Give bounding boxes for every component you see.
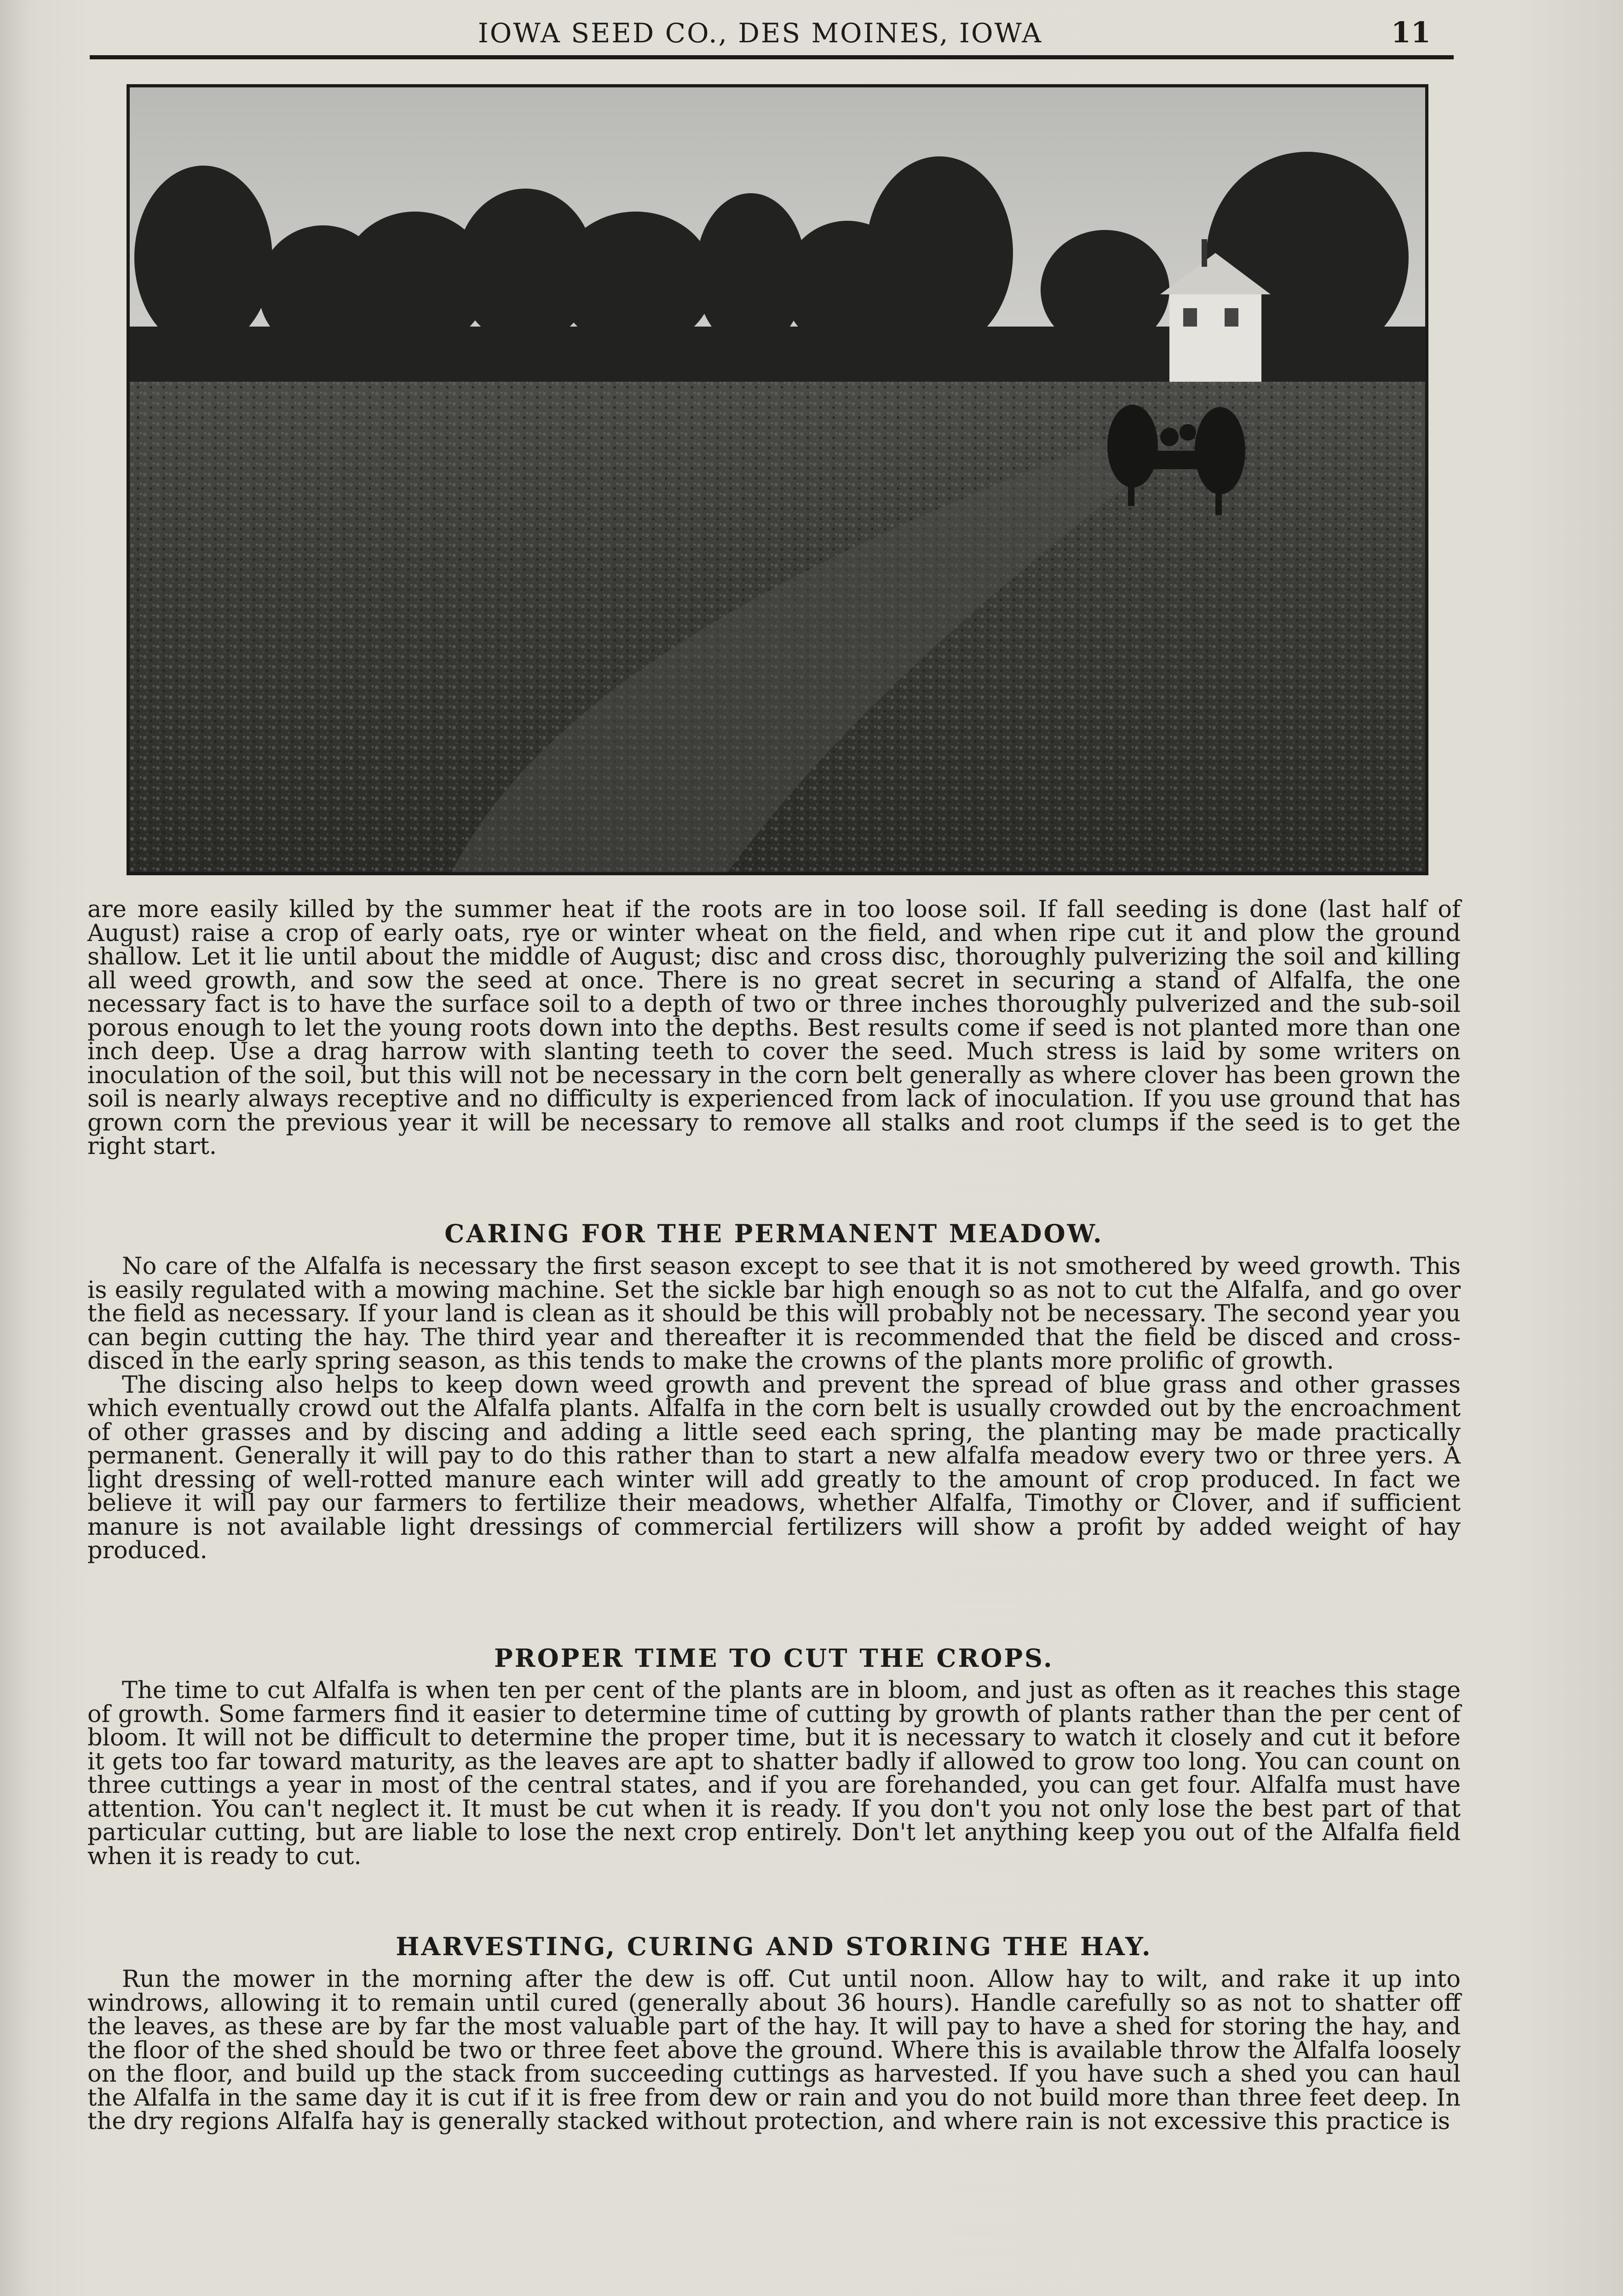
intro-text: are more easily killed by the summer heat if the roots are in too loose soil. If fall seeding is done (last half of August) raise a crop of early oats, rye or winter wheat on the field, and when ripe cut it and plow the ground shallow. Let it lie until about the middle of August; disc and cross disc, thoroughly pulverizing the soil and killing all weed growth, and sow the seed at once. There is no great secret in securing a stand of Alfalfa, the one necessary fact is to have the surface soil to a depth of two or three inches thoroughly pulverized and the sub-soil porous enough to let the young roots down into the depths. Best results come if seed is not planted more than one inch deep. Use a drag harrow with slanting teeth to cover the seed. Much stress is laid by some writers on inoculation of the soil, but this will not be necessary in the corn belt generally as where clover has been grown the soil is nearly always receptive and no difficulty is experienced from lack of inoculation. If you use ground that has grown corn the previous year it will be necessary to remove all stalks and root clumps if the seed is to get the right start.	[87, 896, 1461, 1160]
page-number: 11	[1391, 16, 1431, 49]
harvest-paragraph-1: Run the mower in the morning after the dew is off. Cut until noon. Allow hay to wilt, and rake it up into windrows, allowing it to remain until cured (generally about 36 hours). Handle carefully so as not to shatter off the leaves, as these are by far the most valuable part of the hay. It will pay to have a shed for storing the hay, and the floor of the shed should be two or three feet above the ground. Where this is available throw the Alfalfa loosely on the floor, and build up the stack from succeeding cuttings as harvested. If you have such a shed you can haul the Alfalfa in the same day it is cut if it is free from dew or rain and you do not build more than three feet deep. In the dry regions Alfalfa hay is generally stacked without protection, and where rain is not excessive this practice is	[87, 1966, 1461, 2135]
meadow-section-text	[87, 1255, 1461, 1563]
running-head	[90, 9, 1431, 60]
meadow-paragraph-2: The discing also helps to keep down weed growth and prevent the spread of blue grass and other grasses which eventually crowd out the Alfalfa plants. Alfalfa in the corn belt is usually crowded out by the encroachment of other grasses and by discing and adding a little seed each spring, the planting may be made practically permanent. Generally it will pay to do this rather than to start a new alfalfa meadow every two or three yers. A light dressing of well-rotted manure each winter will add greatly to the amount of crop produced. In fact we believe it will pay our farmers to fertilize their meadows, whether Alfalfa, Timothy or Clover, and if sufficient manure is not available light dressings of commercial fertilizers will show a profit by added weight of hay produced.	[87, 1371, 1461, 1564]
harvest-section-text	[87, 1968, 1461, 2134]
cut-paragraph-1: The time to cut Alfalfa is when ten per cent of the plants are in bloom, and just as often as it reaches this stage of growth. Some farmers find it easier to determine time of cutting by growth of plants rather than the per cent of bloom. It will not be difficult to determine the proper time, but it is necessary to watch it closely and cut it before it gets too far toward maturity, as the leaves are apt to shatter badly if allowed to grow too long. You can count on three cuttings a year in most of the central states, and if you are forehanded, you can get four. Alfalfa must have attention. You can't neglect it. It must be cut when it is ready. If you don't you not only lose the best part of that particular cutting, but are liable to lose the next crop entirely. Don't let anything keep you out of the Alfalfa field when it is ready to cut.	[87, 1677, 1461, 1870]
intro-paragraph	[87, 898, 1461, 1159]
header-rule	[90, 55, 1454, 59]
heading-permanent-meadow: CARING FOR THE PERMANENT MEADOW.	[444, 1219, 1104, 1248]
meadow-paragraph-1: No care of the Alfalfa is necessary the first season except to see that it is not smothered by weed growth. This is easily regulated with a mowing machine. Set the sickle bar high enough so as not to cut the Alfalfa, and go over the field as necessary. If your land is clean as it should be this will probably not be necessary. The second year you can begin cutting the hay. The third year and thereafter it is recommended that the field be disced and cross-disced in the early spring season, as this tends to make the crowns of the plants more prolific of growth.	[87, 1253, 1461, 1375]
cut-section-text	[87, 1679, 1461, 1868]
photo-illustration	[130, 87, 1425, 872]
heading-harvesting: HARVESTING, CURING AND STORING THE HAY.	[396, 1932, 1152, 1961]
alfalfa-field-photo	[127, 84, 1428, 875]
heading-time-to-cut: PROPER TIME TO CUT THE CROPS.	[494, 1643, 1054, 1673]
running-title: IOWA SEED CO., DES MOINES, IOWA	[478, 17, 1043, 49]
